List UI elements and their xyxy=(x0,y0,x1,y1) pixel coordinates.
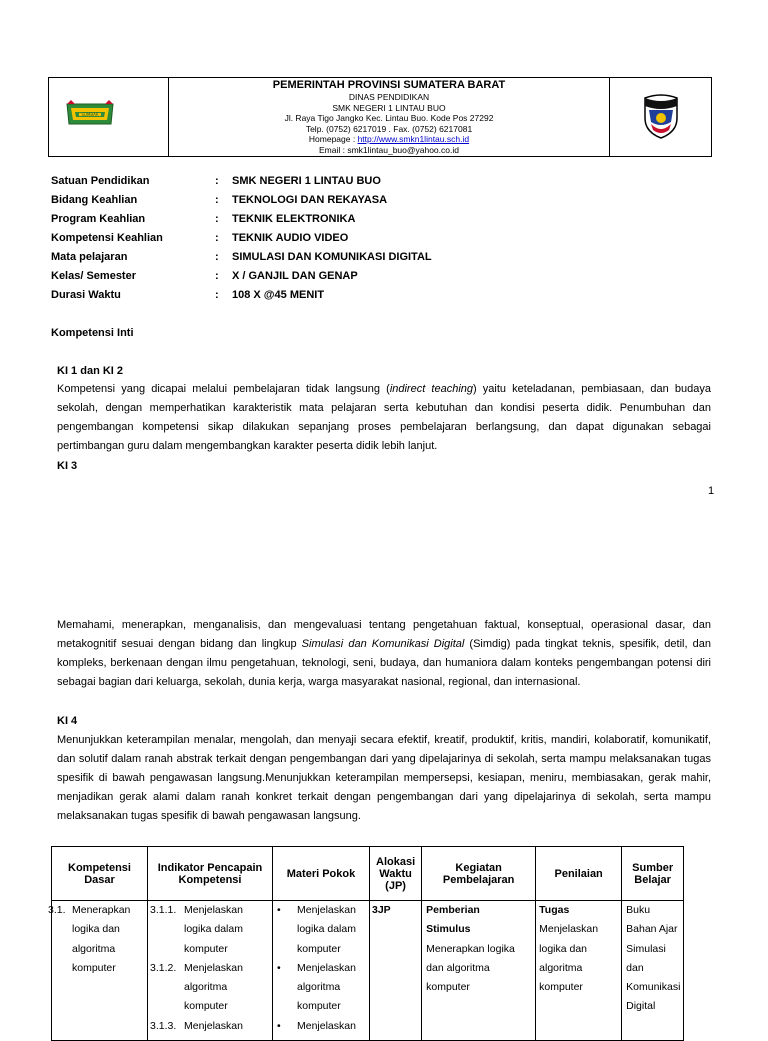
email-line: Email : smk1lintau_buo@yahoo.co.id xyxy=(319,144,459,155)
info-label: Program Keahlian xyxy=(51,213,146,225)
indikator-item xyxy=(148,901,272,959)
header-sumber-belajar: Sumber Belajar xyxy=(622,847,684,901)
phone-fax: Telp. (0752) 6217019 . Fax. (0752) 6217081 xyxy=(305,123,473,134)
indikator-number: 3.1.2. xyxy=(150,961,177,974)
ki12-text-b: ) yaitu keteladanan, pembiasaan, dan budaya sekolah, dengan memperhatikan karakteristik mata pelajaran serta kebutuhan dan kondisi peserta didik. Penumbuhan dan pengembangan kompetensi sikap dilakukan sepanjang proses pembelajaran berlangsung, dan dapat digunakan sebagai pertimbangan guru dalam mengembangkan karakter peserta didik lebih lanjut. xyxy=(57,383,712,452)
info-label: Mata pelajaran xyxy=(51,251,128,263)
kegiatan-subtitle: Stimulus xyxy=(426,923,471,936)
indikator-text: Menjelaskan algoritma komputer xyxy=(184,961,243,1013)
indikator-number: 3.1.3. xyxy=(150,1019,177,1032)
kompetensi-inti-heading: Kompetensi Inti xyxy=(51,327,134,339)
homepage-line xyxy=(169,134,609,145)
address: Jl. Raya Tigo Jangko Kec. Lintau Buo. Kode Pos 27292 xyxy=(284,113,494,123)
homepage-link[interactable]: http://www.smkn1lintau.sch.id xyxy=(357,134,470,144)
kd-number: 3.1. xyxy=(48,904,66,916)
info-colon: : xyxy=(215,194,219,206)
bullet-icon: • xyxy=(277,904,281,916)
school-name: SMK NEGERI 1 LINTAU BUO xyxy=(332,102,446,113)
letterhead-text xyxy=(169,78,609,155)
header-materi-pokok: Materi Pokok xyxy=(273,847,370,901)
government-title: PEMERINTAH PROVINSI SUMATERA BARAT xyxy=(272,79,506,91)
table-header-row xyxy=(52,847,684,901)
info-value: TEKNOLOGI DAN REKAYASA xyxy=(232,194,388,206)
info-label: Kelas/ Semester xyxy=(51,270,136,282)
info-colon: : xyxy=(215,175,219,187)
homepage-label: Homepage : xyxy=(308,134,358,144)
school-emblem-icon xyxy=(641,94,681,140)
header-alokasi-waktu: Alokasi Waktu (JP) xyxy=(370,847,422,901)
kegiatan-title: Pemberian xyxy=(426,904,480,916)
svg-text:SUMBAR: SUMBAR xyxy=(81,112,99,117)
ki3-heading: KI 3 xyxy=(57,460,78,472)
bullet-icon: • xyxy=(277,961,281,974)
info-colon: : xyxy=(215,213,219,225)
agency-name: DINAS PENDIDIKAN xyxy=(348,92,430,102)
letterhead xyxy=(48,77,712,157)
right-logo-cell xyxy=(609,78,711,156)
info-colon: : xyxy=(215,270,219,282)
sumber-text: Buku Bahan Ajar Simulasi dan Komunikasi Digital xyxy=(626,904,681,1013)
info-value: X / GANJIL DAN GENAP xyxy=(232,270,358,282)
indikator-number: 3.1.1. xyxy=(150,904,177,916)
materi-item xyxy=(273,959,369,1017)
ki12-paragraph xyxy=(57,380,711,456)
cell-penilaian xyxy=(536,901,622,1041)
header-indikator: Indikator Pencapain Kompetensi xyxy=(148,847,273,901)
ki12-heading: KI 1 dan KI 2 xyxy=(57,365,124,377)
alokasi-value: 3JP xyxy=(372,904,391,916)
materi-item xyxy=(273,1017,369,1036)
left-logo-cell xyxy=(49,78,169,156)
info-value: TEKNIK ELEKTRONIKA xyxy=(232,213,356,225)
indikator-text: Menjelaskan xyxy=(184,1019,243,1032)
materi-text: Menjelaskan algoritma komputer xyxy=(297,961,356,1013)
kd-item xyxy=(48,901,147,978)
penilaian-title: Tugas xyxy=(539,904,570,916)
kegiatan-text: Menerapkan logika dan algoritma komputer xyxy=(426,942,515,994)
info-colon: : xyxy=(215,232,219,244)
materi-item xyxy=(273,901,369,959)
header-kompetensi-dasar: Kompetensi Dasar xyxy=(52,847,148,901)
header-penilaian: Penilaian xyxy=(536,847,622,901)
info-label: Satuan Pendidikan xyxy=(51,175,150,187)
kd-text: Menerapkan logika dan algoritma komputer xyxy=(72,904,131,974)
ki4-heading: KI 4 xyxy=(57,715,78,727)
kompetensi-table xyxy=(48,846,684,1041)
ki12-text-a: Kompetensi yang dicapai melalui pembelajaran tidak langsung ( xyxy=(57,383,390,395)
indikator-item xyxy=(148,959,272,1017)
table-row xyxy=(52,901,684,1041)
page-number: 1 xyxy=(708,485,715,497)
cell-indikator xyxy=(148,901,273,1041)
cell-sumber-belajar xyxy=(622,901,684,1041)
materi-text: Menjelaskan xyxy=(297,1019,356,1032)
provincial-emblem-icon xyxy=(65,98,115,130)
info-value: SIMULASI DAN KOMUNIKASI DIGITAL xyxy=(232,251,432,263)
ki3-text-a: Memahami, menerapkan, menganalisis, dan mengevaluasi tentang pengetahuan faktual, konseptual, operasional dasar, dan metakognitif sesuai dengan bidang dan lingkup xyxy=(57,619,711,650)
indikator-item xyxy=(148,1017,272,1036)
ki3-paragraph xyxy=(57,616,711,692)
ki4-paragraph: Menunjukkan keterampilan menalar, mengolah, dan menyaji secara efektif, kreatif, produktif, kritis, mandiri, kolaboratif, komunikatif, dan solutif dalam ranah abstrak terkait dengan pengembangan dari yang dipelajarinya di sekolah, serta mampu melaksanakan tugas spesifik di bawah pengawasan langsung.Menunjukkan keterampilan mempersepsi, kesiapan, meniru, membiasakan, gerak mahir, menjadikan gerak alami dalam ranah konkret terkait dengan pengembangan dari yang dipelajarinya di sekolah, serta mampu melaksanakan tugas spesifik di bawah pengawasan langsung. xyxy=(57,734,711,822)
info-value: TEKNIK AUDIO VIDEO xyxy=(232,232,349,244)
header-kegiatan: Kegiatan Pembelajaran xyxy=(422,847,536,901)
info-value: SMK NEGERI 1 LINTAU BUO xyxy=(232,175,381,187)
ki3-italic: Simulasi dan Komunikasi Digital xyxy=(301,638,465,650)
penilaian-text: Menjelaskan logika dan algoritma komputer xyxy=(539,923,599,994)
ki3-text-b: (Simdig) pada tingkat teknis, spesifik, detil, dan kompleks, berkenaan dengan ilmu pengetahuan, teknologi, seni, budaya, dan humaniora dalam konteks pengembangan potensi diri sebagai bagian dari keluarga, sekolah, dunia kerja, warga masyarakat nasional, regional, dan internasional. xyxy=(57,638,711,688)
ki12-italic: indirect teaching xyxy=(389,383,473,395)
info-colon: : xyxy=(215,289,219,301)
cell-kegiatan xyxy=(422,901,536,1041)
info-label: Kompetensi Keahlian xyxy=(51,232,163,244)
cell-alokasi-waktu xyxy=(370,901,422,1041)
cell-kompetensi-dasar xyxy=(48,901,148,1041)
bullet-icon: • xyxy=(277,1019,281,1032)
cell-materi-pokok xyxy=(273,901,370,1041)
info-colon: : xyxy=(215,251,219,263)
info-label: Bidang Keahlian xyxy=(51,194,138,206)
info-value: 108 X @45 MENIT xyxy=(232,289,325,301)
materi-text: Menjelaskan logika dalam komputer xyxy=(297,904,356,955)
indikator-text: Menjelaskan logika dalam komputer xyxy=(184,904,243,955)
info-label: Durasi Waktu xyxy=(51,289,121,301)
